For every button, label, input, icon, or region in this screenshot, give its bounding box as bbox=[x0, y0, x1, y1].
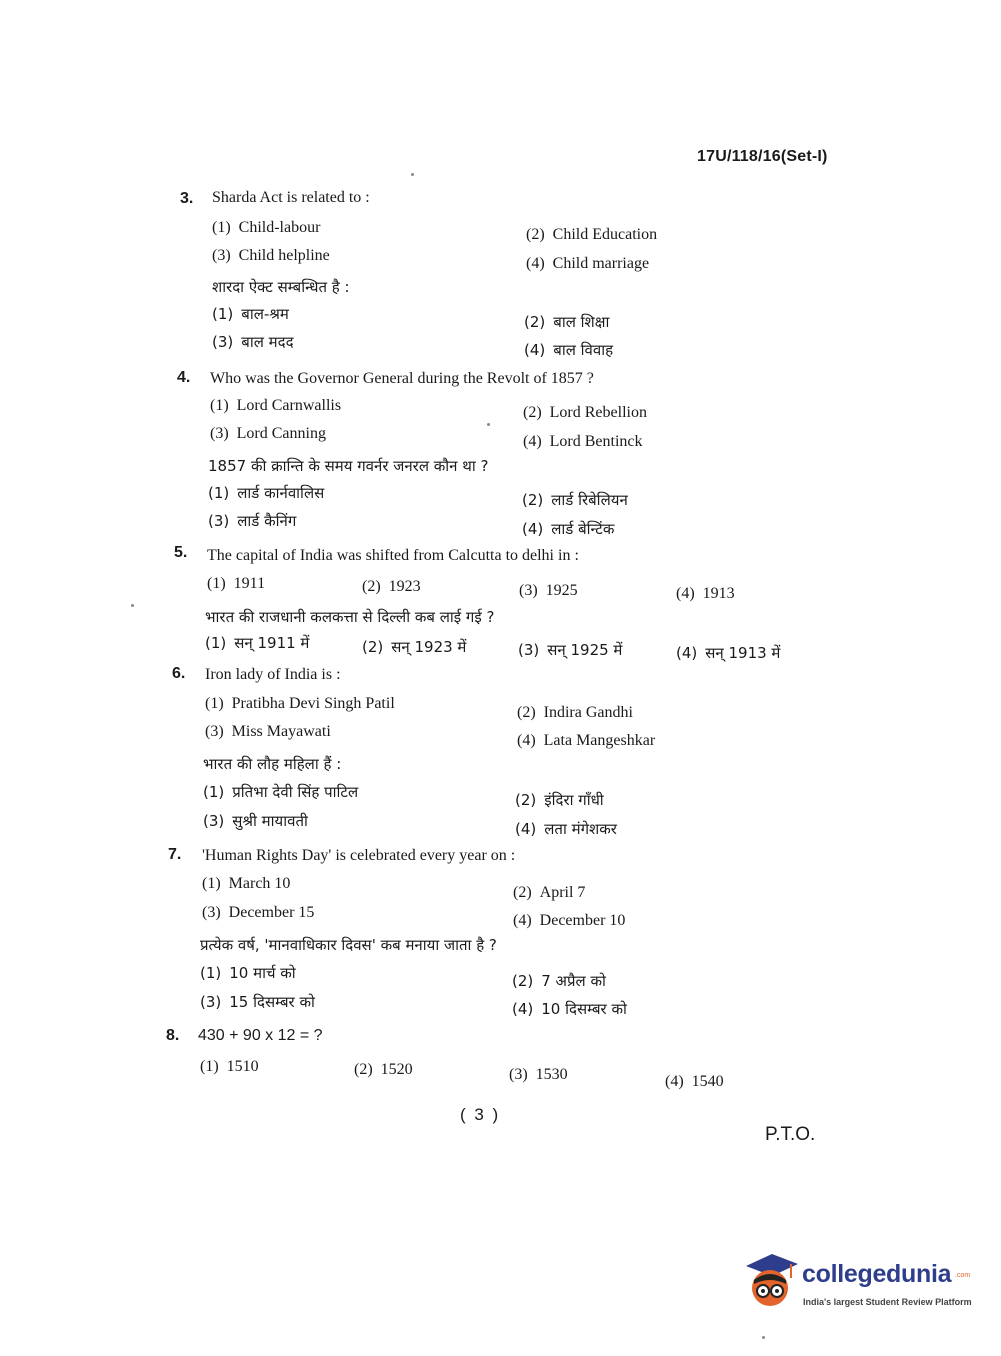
option-hi-1: (1) प्रतिभा देवी सिंह पाटिल bbox=[203, 783, 359, 801]
question-number: 6. bbox=[172, 665, 186, 682]
option-en-1: (1) Pratibha Devi Singh Patil bbox=[205, 695, 395, 712]
option-hi-3: (3) लार्ड कैनिंग bbox=[208, 512, 297, 530]
scan-speck bbox=[762, 1336, 765, 1339]
option-en-4: (4) December 10 bbox=[513, 912, 626, 929]
brand-domain: .com bbox=[955, 1272, 971, 1279]
question-text-en: Sharda Act is related to : bbox=[212, 189, 370, 206]
question-text-hi: भारत की राजधानी कलकत्ता से दिल्ली कब लाई गई ? bbox=[205, 608, 495, 626]
option-hi-4: (4) लार्ड बेन्टिंक bbox=[522, 520, 615, 538]
option-en-1: (1) 1510 bbox=[200, 1058, 259, 1075]
option-en-1: (1) Lord Carnwallis bbox=[210, 397, 342, 414]
option-en-2: (2) 1923 bbox=[362, 578, 421, 595]
option-en-2: (2) Child Education bbox=[526, 226, 658, 243]
option-en-2: (2) Lord Rebellion bbox=[523, 404, 647, 421]
scan-speck bbox=[411, 173, 414, 176]
option-en-4: (4) Lata Mangeshkar bbox=[517, 732, 656, 749]
option-hi-4: (4) लता मंगेशकर bbox=[515, 820, 617, 838]
paper-code: 17U/118/16(Set-I) bbox=[697, 148, 828, 165]
scan-speck bbox=[131, 604, 134, 607]
option-en-2: (2) 1520 bbox=[354, 1061, 413, 1078]
question-text-hi: 1857 की क्रान्ति के समय गवर्नर जनरल कौन था ? bbox=[208, 457, 489, 475]
question-text-hi: प्रत्येक वर्ष, 'मानवाधिकार दिवस' कब मनाया जाता है ? bbox=[200, 936, 497, 954]
option-en-4: (4) Lord Bentinck bbox=[523, 433, 643, 450]
question-text-en: 430 + 90 x 12 = ? bbox=[198, 1027, 323, 1044]
option-en-2: (2) Indira Gandhi bbox=[517, 704, 633, 721]
option-hi-2: (2) बाल शिक्षा bbox=[524, 313, 610, 331]
option-en-3: (3) December 15 bbox=[202, 904, 315, 921]
option-hi-1: (1) 10 मार्च को bbox=[200, 964, 296, 982]
option-en-3: (3) Child helpline bbox=[212, 247, 330, 264]
option-hi-3: (3) 15 दिसम्बर को bbox=[200, 993, 315, 1011]
option-en-1: (1) Child-labour bbox=[212, 219, 321, 236]
question-text-en: Who was the Governor General during the Revolt of 1857 ? bbox=[210, 370, 594, 387]
option-hi-4: (4) बाल विवाह bbox=[524, 341, 614, 359]
brand-name: collegedunia bbox=[802, 1260, 952, 1288]
option-hi-2: (2) सन् 1923 में bbox=[362, 638, 467, 656]
question-text-en: 'Human Rights Day' is celebrated every year on : bbox=[202, 847, 516, 864]
option-en-4: (4) 1540 bbox=[665, 1073, 724, 1090]
option-hi-2: (2) लार्ड रिबेलियन bbox=[522, 491, 628, 509]
question-text-hi: शारदा ऐक्ट सम्बन्धित है : bbox=[212, 278, 350, 296]
option-en-1: (1) March 10 bbox=[202, 875, 291, 892]
question-number: 7. bbox=[168, 846, 182, 863]
option-hi-3: (3) बाल मदद bbox=[212, 333, 294, 351]
option-hi-1: (1) बाल-श्रम bbox=[212, 305, 289, 323]
option-hi-1: (1) सन् 1911 में bbox=[205, 634, 310, 652]
option-en-3: (3) Lord Canning bbox=[210, 425, 326, 442]
collegedunia-watermark bbox=[742, 1250, 972, 1316]
option-hi-1: (1) लार्ड कार्नवालिस bbox=[208, 484, 325, 502]
brand-tagline: India's largest Student Review Platform bbox=[803, 1297, 972, 1307]
option-hi-3: (3) सुश्री मायावती bbox=[203, 812, 308, 830]
option-hi-4: (4) 10 दिसम्बर को bbox=[512, 1000, 627, 1018]
question-number: 8. bbox=[166, 1027, 180, 1044]
question-number: 3. bbox=[180, 190, 194, 207]
question-text-en: The capital of India was shifted from Calcutta to delhi in : bbox=[207, 547, 579, 564]
pto-label: P.T.O. bbox=[765, 1124, 816, 1145]
option-hi-2: (2) 7 अप्रैल को bbox=[512, 972, 606, 990]
question-text-en: Iron lady of India is : bbox=[205, 666, 341, 683]
option-en-3: (3) 1530 bbox=[509, 1066, 568, 1083]
question-number: 4. bbox=[177, 369, 191, 386]
option-hi-3: (3) सन् 1925 में bbox=[518, 641, 623, 659]
scan-speck bbox=[487, 423, 490, 426]
option-hi-4: (4) सन् 1913 में bbox=[676, 644, 781, 662]
option-en-3: (3) Miss Mayawati bbox=[205, 723, 331, 740]
option-hi-2: (2) इंदिरा गाँधी bbox=[515, 791, 604, 809]
option-en-2: (2) April 7 bbox=[513, 884, 586, 901]
mascot-logo-icon bbox=[742, 1250, 800, 1312]
question-text-hi: भारत की लौह महिला हैं : bbox=[203, 755, 342, 773]
option-en-3: (3) 1925 bbox=[519, 582, 578, 599]
option-en-1: (1) 1911 bbox=[207, 575, 266, 592]
page-number: ( 3 ) bbox=[460, 1105, 501, 1124]
question-number: 5. bbox=[174, 544, 188, 561]
option-en-4: (4) Child marriage bbox=[526, 255, 650, 272]
option-en-4: (4) 1913 bbox=[676, 585, 735, 602]
